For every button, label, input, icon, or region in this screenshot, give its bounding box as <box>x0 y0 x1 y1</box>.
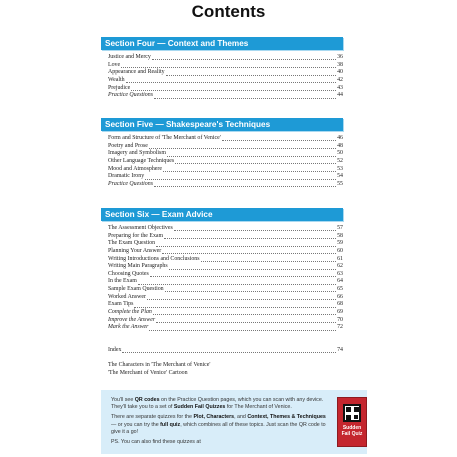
entry-page: 44 <box>337 92 343 99</box>
leader-dots <box>149 326 336 331</box>
leader-dots <box>122 348 336 353</box>
leader-dots <box>121 63 336 68</box>
toc-entry[interactable] <box>108 324 343 332</box>
entry-title: Love <box>108 61 121 68</box>
entry-title: Index <box>108 347 122 353</box>
leader-dots <box>131 86 336 91</box>
entry-title: Exam Tips <box>108 301 134 308</box>
toc-entry[interactable] <box>108 286 343 294</box>
toc-entry[interactable] <box>108 278 343 286</box>
entry-title: Form and Structure of 'The Merchant of Venice' <box>108 135 221 141</box>
page-title: Contents <box>191 2 266 21</box>
entry-page: 50 <box>337 150 343 157</box>
leader-dots <box>154 182 336 187</box>
entry-page: 40 <box>337 69 343 76</box>
leader-dots <box>134 303 336 308</box>
entry-title: Other Language Techniques <box>108 157 175 164</box>
leader-dots <box>162 249 336 254</box>
toc-entry[interactable] <box>108 271 343 279</box>
section-six <box>101 208 343 332</box>
leader-dots <box>175 159 336 164</box>
toc-entry[interactable] <box>108 248 343 256</box>
leader-dots <box>164 234 336 239</box>
entry-title: In the Exam <box>108 278 137 285</box>
quiz-info-box <box>101 390 367 454</box>
info-paragraph: You'll see QR codes on the Practice Question pages, which you can scan with any device. They'll take you to a set of Sudden Fail Quizzes for The Merchant of Venice. <box>111 397 324 411</box>
entry-title: Preparing for the Exam <box>108 232 164 239</box>
toc-entry[interactable] <box>108 301 343 309</box>
badge-label: Sudden Fail Quiz <box>341 425 363 437</box>
entry-title: Appearance and Reality <box>108 69 165 76</box>
leader-dots <box>163 167 336 172</box>
leader-dots <box>166 71 337 76</box>
leader-dots <box>156 242 336 247</box>
leader-dots <box>138 280 336 285</box>
entry-title: Choosing Quotes <box>108 270 149 277</box>
section-heading: Section Six — Exam Advice <box>101 208 343 221</box>
entry-page: 72 <box>337 324 343 331</box>
entry-page: 70 <box>337 316 343 323</box>
toc-entry[interactable] <box>108 69 343 77</box>
leader-dots <box>126 78 337 83</box>
toc-entry[interactable] <box>108 92 343 100</box>
toc-entry[interactable] <box>108 77 343 85</box>
entry-page: 52 <box>337 157 343 164</box>
toc-entry[interactable] <box>108 158 343 166</box>
toc-list <box>101 225 343 332</box>
leader-dots <box>153 310 336 315</box>
entry-page: 60 <box>337 247 343 254</box>
toc-entry[interactable] <box>108 85 343 93</box>
leader-dots <box>149 144 336 149</box>
toc-entry[interactable] <box>108 317 343 325</box>
entry-title: Worked Answer <box>108 293 146 300</box>
leader-dots <box>169 265 336 270</box>
entry-title: Complete the Plan <box>108 309 152 316</box>
toc-entry[interactable] <box>108 166 343 174</box>
section-heading: Section Five — Shakespeare's Techniques <box>101 118 343 131</box>
toc-entry[interactable] <box>108 233 343 241</box>
entry-title: Writing Introductions and Conclusions <box>108 255 200 262</box>
entry-title: Mark the Answer <box>108 324 149 331</box>
entry-page: 62 <box>337 263 343 270</box>
leader-dots <box>222 136 336 141</box>
toc-entry[interactable] <box>108 256 343 264</box>
entry-title: Improve the Answer <box>108 316 156 323</box>
entry-title: Planning Your Answer <box>108 247 162 254</box>
entry-page: 65 <box>337 286 343 293</box>
toc-entry[interactable] <box>108 294 343 302</box>
entry-title: Justice and Mercy <box>108 54 151 60</box>
leader-dots <box>150 272 336 277</box>
entry-page: 48 <box>337 142 343 149</box>
leader-dots <box>174 226 336 231</box>
entry-title: Dramatic Irony <box>108 173 145 180</box>
toc-entry[interactable] <box>108 54 343 62</box>
entry-page: 59 <box>337 240 343 247</box>
entry-page: 36 <box>337 54 343 60</box>
entry-title: The Assessment Objectives <box>108 225 173 231</box>
toc-entry-index[interactable] <box>108 347 343 355</box>
entry-title: The Exam Question <box>108 240 156 247</box>
entry-page: 66 <box>337 293 343 300</box>
qr-code-icon[interactable] <box>343 404 361 422</box>
toc-entry[interactable] <box>108 263 343 271</box>
entry-page: 43 <box>337 84 343 91</box>
leader-dots <box>156 318 336 323</box>
section-four <box>101 37 343 100</box>
entry-page: 58 <box>337 232 343 239</box>
toc-list <box>101 135 343 188</box>
extra-item[interactable]: 'The Merchant of Venice' Cartoon <box>108 369 188 376</box>
toc-entry[interactable] <box>108 62 343 70</box>
entry-page: 68 <box>337 301 343 308</box>
toc-entry[interactable] <box>108 181 343 189</box>
entry-page: 53 <box>337 165 343 172</box>
sudden-fail-quiz-badge[interactable] <box>337 397 367 447</box>
entry-page: 54 <box>337 173 343 180</box>
toc-entry[interactable] <box>108 173 343 181</box>
leader-dots <box>152 55 336 60</box>
toc-entry[interactable] <box>108 309 343 317</box>
entry-page: 61 <box>337 255 343 262</box>
section-five <box>101 118 343 188</box>
extra-item[interactable]: The Characters in 'The Merchant of Venice' <box>108 362 211 368</box>
entry-title: Imagery and Symbolism <box>108 150 166 157</box>
leader-dots <box>147 295 336 300</box>
leader-dots <box>201 257 337 262</box>
entry-page: 69 <box>337 309 343 316</box>
entry-title: Poetry and Prose <box>108 142 148 149</box>
entry-page: 42 <box>337 76 343 83</box>
info-paragraph: PS. You can also find these quizzes at <box>111 439 201 446</box>
extras-list <box>108 362 343 377</box>
toc-list <box>101 54 343 100</box>
leader-dots <box>165 287 336 292</box>
leader-dots <box>145 175 336 180</box>
entry-title: Writing Main Paragraphs <box>108 263 168 270</box>
entry-page: 55 <box>337 180 343 187</box>
entry-page: 74 <box>337 347 343 353</box>
entry-title: Prejudice <box>108 84 131 91</box>
toc-entry[interactable] <box>108 225 343 233</box>
entry-title: Practice Questions <box>108 180 153 187</box>
info-paragraph: There are separate quizzes for the Plot, Characters, and Context, Themes & Techniques — or you can try the full quiz, which combines all of these topics. Just scan the QR code to give it a go! <box>111 414 326 435</box>
section-heading: Section Four — Context and Themes <box>101 37 343 50</box>
entry-page: 38 <box>337 61 343 68</box>
toc-entry[interactable] <box>108 135 343 143</box>
leader-dots <box>167 152 336 157</box>
entry-page: 46 <box>337 135 343 141</box>
entry-title: Practice Questions <box>108 92 153 99</box>
toc-entry[interactable] <box>108 240 343 248</box>
entry-page: 63 <box>337 270 343 277</box>
entry-page: 64 <box>337 278 343 285</box>
entry-title: Mood and Atmosphere <box>108 165 162 172</box>
entry-title: Sample Exam Question <box>108 286 164 293</box>
leader-dots <box>154 94 336 99</box>
toc-entry[interactable] <box>108 143 343 151</box>
toc-entry[interactable] <box>108 150 343 158</box>
entry-page: 57 <box>337 225 343 231</box>
entry-title: Wealth <box>108 76 125 83</box>
